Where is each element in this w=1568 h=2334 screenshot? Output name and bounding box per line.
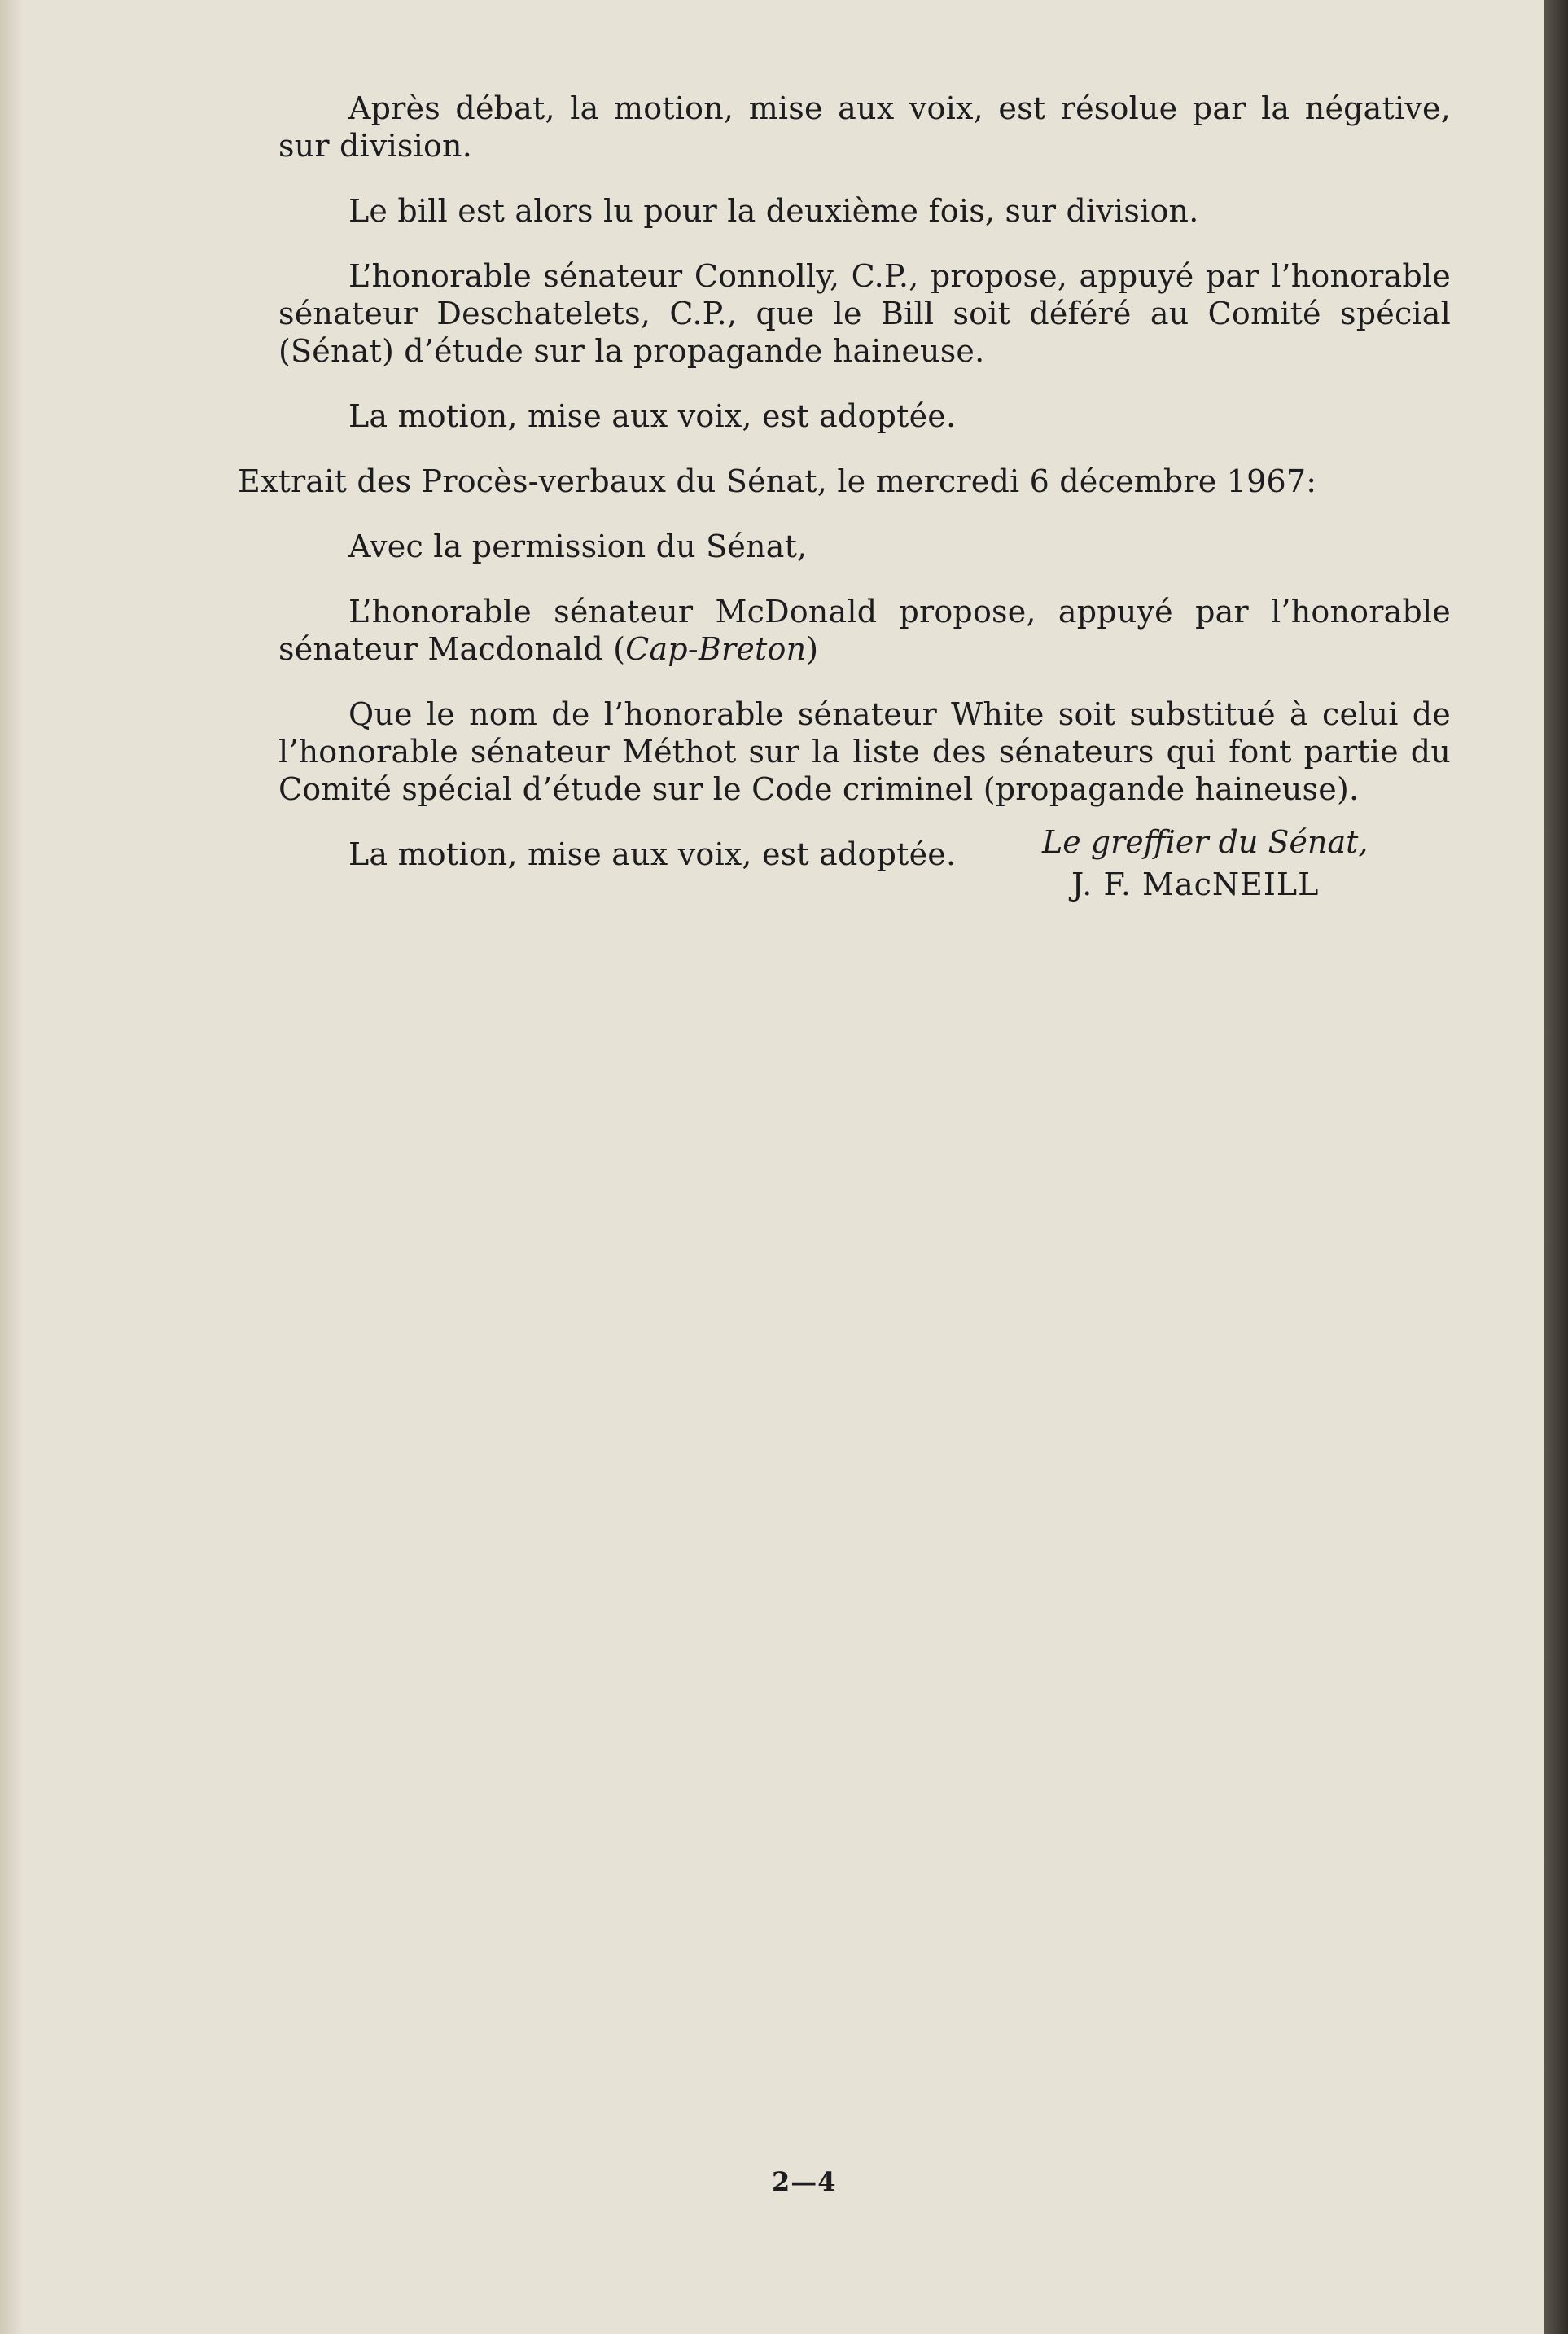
paragraph-connolly-motion: L’honorable sénateur Connolly, C.P., propose, appuyé par l’honorable sénateur Deschatelets, C.P., que le Bill soit déféré au Comité spécial (Sénat) d’étude sur la propagande haineuse.: [278, 258, 1451, 369]
paragraph-second-reading: Le bill est alors lu pour la deuxième fois, sur division.: [348, 193, 1199, 229]
mcdonald-motion-text: L’honorable sénateur McDonald propose, appuyé par l’honorable sénateur Macdonald (: [278, 594, 1451, 667]
paragraph-motion-adopted-2: La motion, mise aux voix, est adoptée.: [348, 836, 957, 872]
signature-name: J. F. MacNEILL: [1071, 866, 1320, 902]
signature-title: Le greffier du Sénat,: [1042, 824, 1369, 860]
paragraph-debate-result: Après débat, la motion, mise aux voix, est résolue par la négative, sur division.: [278, 90, 1451, 164]
mcdonald-motion-end: ): [806, 631, 819, 667]
page-edge: [0, 0, 23, 2334]
paragraph-motion-adopted-1: La motion, mise aux voix, est adoptée.: [348, 398, 957, 434]
signature-block: [1042, 821, 1368, 906]
paragraph-mcdonald-motion: [278, 593, 1451, 668]
cap-breton-text: Cap-Breton: [625, 631, 807, 667]
binding-strip: [1544, 0, 1568, 2334]
page-number: 2—4: [772, 2166, 837, 2197]
paragraph-extract-heading: Extrait des Procès-verbaux du Sénat, le mercredi 6 décembre 1967:: [238, 463, 1317, 499]
paragraph-substitution: Que le nom de l’honorable sénateur White soit substitué à celui de l’honorable sénateur Méthot sur la liste des sénateurs qui font partie du Comité spécial d’étude sur le Code criminel (propagande haineuse).: [278, 696, 1451, 807]
document-body: [238, 90, 1451, 901]
paragraph-permission: Avec la permission du Sénat,: [348, 529, 808, 564]
